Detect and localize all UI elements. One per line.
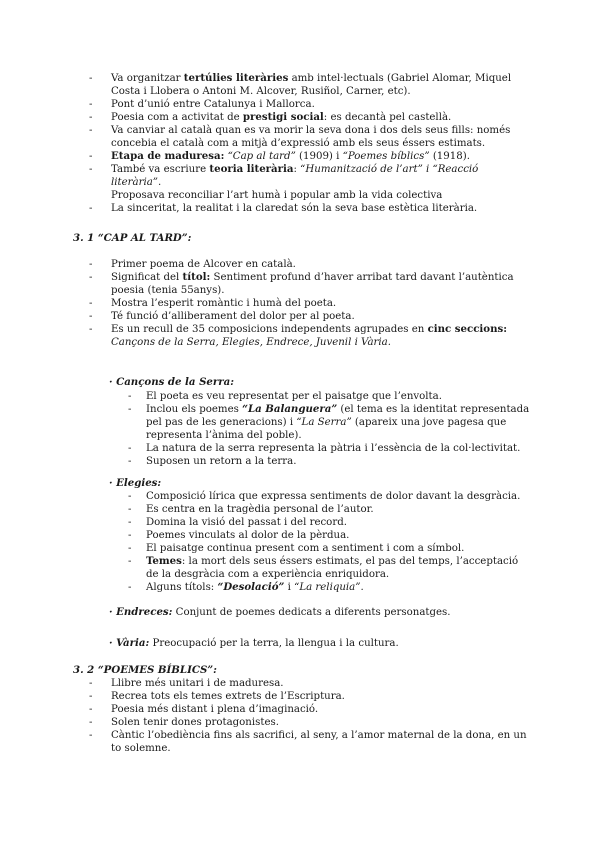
list-item: - Càntic l’obediència fins als sacrifici, al seny, a l’amor maternal de la dona, en un to solemne. <box>111 729 531 755</box>
list-item: - Etapa de maduresa: “Cap al tard” (1909) i “Poemes bíblics” (1918). <box>111 150 531 163</box>
list-item: - Llibre més unitari i de maduresa. <box>111 677 531 690</box>
list-item: - Va canviar al català quan es va morir la seva dona i dos dels seus fills: només concebia el català com a mitjà d’expressió amb els seus éssers estimats. <box>111 124 531 150</box>
list-item: - Primer poema de Alcover en català. <box>111 258 531 271</box>
cap-al-tard-list <box>111 258 531 349</box>
list-item: - Recrea tots els temes extrets de l’Escriptura. <box>111 690 531 703</box>
list-item: - La sinceritat, la realitat i la claredat són la seva base estètica literària. <box>111 202 531 215</box>
list-item: - Inclou els poemes “La Balanguera” (el tema es la identitat representada pel pas de les generacions) i “La Serra” (apareix una jove pagesa que representa l’ànima del poble). <box>146 403 531 442</box>
endreces-paragraph: · Endreces: Conjunt de poemes dedicats a diferents personatges. <box>109 606 451 618</box>
list-item: - Pont d’unió entre Catalunya i Mallorca. <box>111 98 531 111</box>
elegies-list <box>146 490 531 594</box>
list-item: - Suposen un retorn a la terra. <box>146 455 531 468</box>
list-item: - Poesia més distant i plena d’imaginació. <box>111 703 531 716</box>
list-item: - Va organitzar tertúlies literàries amb intel·lectuals (Gabriel Alomar, Miquel Costa i Llobera o Antoni M. Alcover, Rusiñol, Carner, etc). <box>111 72 531 98</box>
poemes-biblics-list <box>111 677 531 755</box>
biography-list <box>111 72 531 215</box>
list-item: - El poeta es veu representat per el paisatge que l’envolta. <box>146 390 531 403</box>
list-item: - També va escriure teoria literària: “Humanització de l’art” i “Reacció literària”. Proposava reconciliar l’art humà i popular amb la vida colectiva <box>111 163 531 202</box>
section-heading: 3. 1 “CAP AL TARD”: <box>73 232 192 244</box>
section-heading: 3. 2 “POEMES BÍBLICS”: <box>73 664 217 676</box>
cancons-list <box>146 390 531 468</box>
list-item: - Mostra l’esperit romàntic i humà del poeta. <box>111 297 531 310</box>
list-item: - Es centra en la tragèdia personal de l’autor. <box>146 503 531 516</box>
list-item: - Significat del títol: Sentiment profund d’haver arribat tard davant l’autèntica poesia (tenia 55anys). <box>111 271 531 297</box>
list-item: - Es un recull de 35 composicions independents agrupades en cinc seccions: Cançons de la Serra, Elegies, Endrece, Juvenil i Vària. <box>111 323 531 349</box>
subsection-heading: · Cançons de la Serra: <box>109 376 235 388</box>
list-item: - Composició lírica que expressa sentiments de dolor davant la desgràcia. <box>146 490 531 503</box>
list-item: - Alguns títols: “Desolació” i “La reliquia”. <box>146 581 531 594</box>
list-item: - Temes: la mort dels seus éssers estimats, el pas del temps, l’acceptació de la desgràcia com a experiència enriquidora. <box>146 555 531 581</box>
list-item: - El paisatge continua present com a sentiment i com a símbol. <box>146 542 531 555</box>
list-item: - Té funció d’alliberament del dolor per al poeta. <box>111 310 531 323</box>
varia-paragraph: · Vària: Preocupació per la terra, la llengua i la cultura. <box>109 637 399 649</box>
list-item: - Solen tenir dones protagonistes. <box>111 716 531 729</box>
list-item: - Poemes vinculats al dolor de la pèrdua. <box>146 529 531 542</box>
subsection-heading: · Elegies: <box>109 477 162 489</box>
list-item: - Domina la visió del passat i del record. <box>146 516 531 529</box>
list-item: - Poesia com a activitat de prestigi social: es decantà pel castellà. <box>111 111 531 124</box>
list-item: - La natura de la serra representa la pàtria i l’essència de la col·lectivitat. <box>146 442 531 455</box>
